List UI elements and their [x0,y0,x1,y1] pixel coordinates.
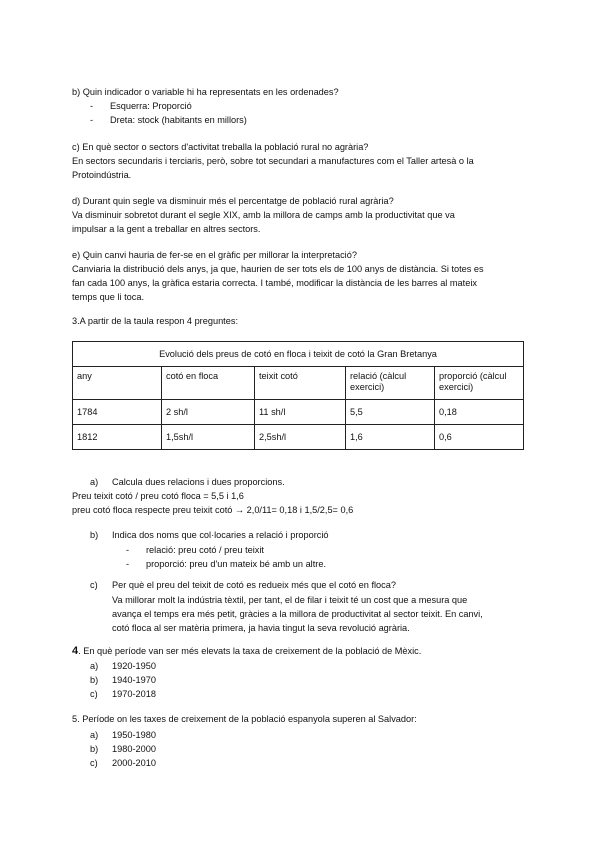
question-4 [72,645,552,701]
table-row [73,425,524,450]
subquestion-label: c) [90,580,98,590]
subquestion-c [72,578,542,635]
option-item: c) 1970-2018 [90,689,156,699]
list-item: - relació: preu cotó / preu teixit [126,545,264,555]
answer-line: preu cotó floca respecte preu teixit cotó → 2,0/11= 0,18 i 1,5/2,5= 0,6 [72,505,354,515]
table-header-cell: relació (càlcul exercici) [346,367,435,400]
question-d [72,195,542,236]
option-item: a) 1920-1950 [90,661,156,671]
table-cell: 1,6 [346,425,435,450]
question-4-text: . En què període van ser més elevats la taxa de creixement de la població de Mèxic. [78,646,422,656]
answer-line: En sectors secundaris i terciaris, però, sobre tot secundari a manufactures com el Taller artesà o la [72,156,474,166]
list-item: - proporció: preu d'un mateix bé amb un altre. [126,559,326,569]
question-5 [72,713,552,770]
answer-line: impulsar a la gent a treballar en altres sectors. [72,224,261,234]
question-e-text: e) Quin canvi hauria de fer-se en el gràfic per millorar la interpretació? [72,250,357,260]
question-e [72,249,542,304]
table-header-cell: teixit cotó [255,367,346,400]
answer-line: avança el temps era més petit, gràcies a la millora de productivitat al sector teixit. En canvi, [112,609,483,619]
question-b [72,86,542,127]
prices-table [72,341,524,450]
answer-line: Va millorar molt la indústria tèxtil, per tant, el de filar i teixit té un cost que a mesura que [112,595,468,605]
subquestion-b-text: Indica dos noms que col·locaries a relació i proporció [112,530,329,540]
subquestion-label: b) [90,530,99,540]
question-c-text: c) En què sector o sectors d'activitat treballa la població rural no agrària? [72,142,369,152]
option-item: b) 1980-2000 [90,744,156,754]
option-item: a) 1950-1980 [90,730,156,740]
subquestion-a-text: Calcula dues relacions i dues proporcions. [112,477,285,487]
table-cell: 1,5sh/l [162,425,255,450]
table-cell: 0,6 [435,425,524,450]
table-cell: 11 sh/l [255,400,346,425]
answer-line: cotó floca al ser matèria primera, ja havia tingut la seva revolució agrària. [112,623,410,633]
option-item: b) 1940-1970 [90,675,156,685]
answer-line: Canviaria la distribució dels anys, ja que, haurien de ser tots els de 100 anys de distància. Si totes es [72,264,484,274]
subquestion-c-text: Per què el preu del teixit de cotó es redueix més que el cotó en floca? [112,580,396,590]
answer-line: Preu teixit cotó / preu cotó floca = 5,5 i 1,6 [72,491,244,501]
answer-line: temps que li toca. [72,292,145,302]
subquestion-b [72,528,542,571]
table-header-row [73,367,524,400]
table-cell: 1784 [73,400,162,425]
list-item: - Dreta: stock (habitants en millors) [90,115,247,125]
answer-line: Protoindústria. [72,170,132,180]
table-row [73,400,524,425]
table-header-cell: proporció (càlcul exercici) [435,367,524,400]
question-c [72,141,542,182]
table-cell: 2,5sh/l [255,425,346,450]
table-cell: 1812 [73,425,162,450]
question-number: 4 [72,645,79,657]
table-cell: 5,5 [346,400,435,425]
answer-line: Va disminuir sobretot durant el segle XIX, amb la millora de camps amb la productivitat que va [72,210,455,220]
question-b-text: b) Quin indicador o variable hi ha representats en les ordenades? [72,87,339,97]
option-item: c) 2000-2010 [90,758,156,768]
answer-line: fan cada 100 anys, la gràfica estaria correcta. I també, modificar la distància de les barres al mateix [72,278,477,288]
table-title: Evolució dels preus de cotó en floca i teixit de cotó la Gran Bretanya [73,342,524,367]
table-header-cell: cotó en floca [162,367,255,400]
table-cell: 0,18 [435,400,524,425]
subquestion-a [72,475,542,489]
question-d-text: d) Durant quin segle va disminuir més el percentatge de població rural agrària? [72,196,394,206]
table-header-cell: any [73,367,162,400]
list-item: - Esquerra: Proporció [90,101,192,111]
subquestion-a-answer [72,489,542,517]
section-3-heading: 3.A partir de la taula respon 4 preguntes: [72,316,238,326]
subquestion-label: a) [90,477,99,487]
question-5-text: 5. Període on les taxes de creixement de la població espanyola superen al Salvador: [72,714,417,724]
table-cell: 2 sh/l [162,400,255,425]
